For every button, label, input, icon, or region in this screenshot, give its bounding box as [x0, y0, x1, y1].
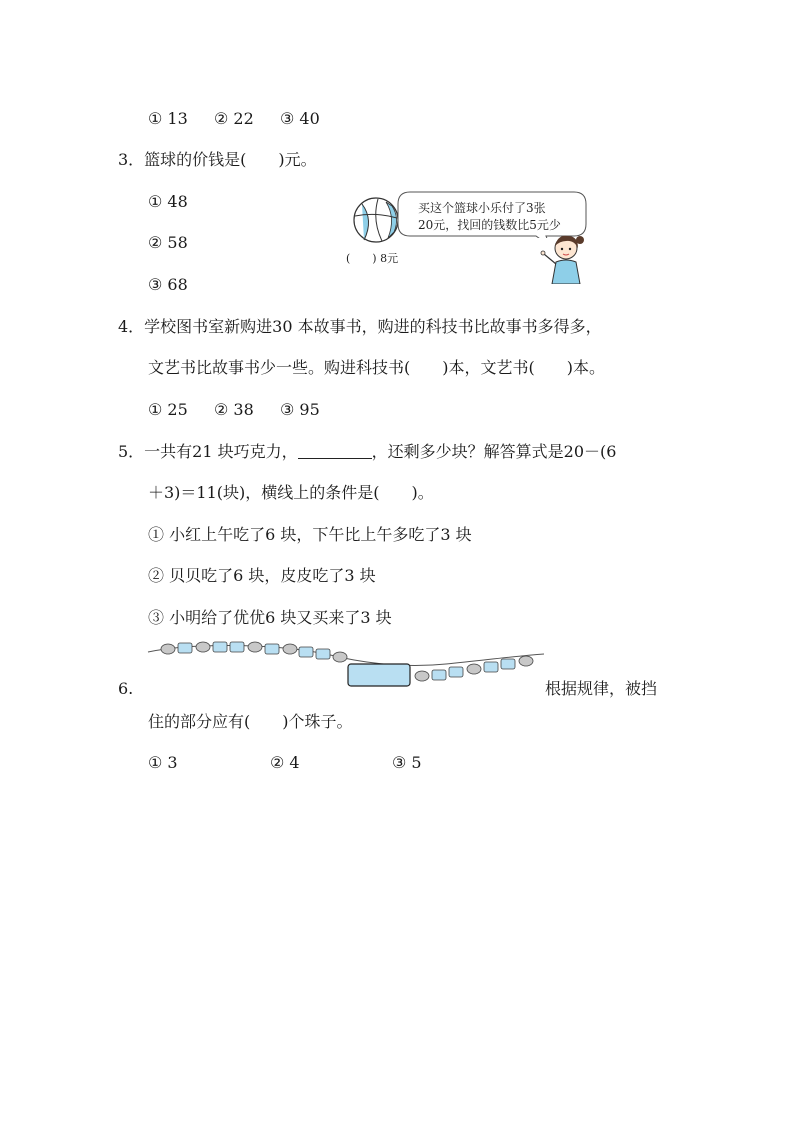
q4-option-1[interactable]: ① 25 [148, 400, 188, 419]
q5-option-3[interactable]: ③ 小明给了优优6 块又买来了3 块 [148, 608, 392, 627]
q4-line-2: 文艺书比故事书少一些。购进科技书( )本，文艺书( )本。 [148, 358, 605, 377]
girl-illustration [536, 232, 592, 284]
q5-line-1 [118, 441, 616, 463]
q5-answer-blank[interactable] [298, 442, 372, 459]
q2-option-3[interactable]: ③ 40 [280, 109, 320, 128]
q5-line-2: ＋3)＝11(块)，横线上的条件是( )。 [148, 483, 434, 502]
q4-line-1: 4．学校图书室新购进30 本故事书，购进的科技书比故事书多得多， [118, 317, 602, 336]
q5-option-2[interactable]: ② 贝贝吃了6 块，皮皮吃了3 块 [148, 566, 376, 585]
q6-line-1: 根据规律，被挡 [545, 679, 658, 698]
q5-line-1-end: ，还剩多少块？解答算式是20－(6 [371, 442, 617, 461]
q6-option-1[interactable]: ① 3 [148, 753, 178, 772]
q4-option-3[interactable]: ③ 95 [280, 400, 320, 419]
q3-option-1[interactable]: ① 48 [148, 192, 188, 211]
q6-line-2: 住的部分应有( )个珠子。 [148, 712, 353, 731]
q6-number: 6. [118, 679, 134, 698]
ball-price-label: ( ) 8元 [346, 252, 399, 265]
q6-option-2[interactable]: ② 4 [270, 753, 300, 772]
bubble-line-2: 20元，找回的钱数比5元少 [418, 218, 561, 232]
bubble-line-1: 买这个篮球小乐付了3张 [418, 201, 546, 215]
q2-option-1[interactable]: ① 13 [148, 109, 188, 128]
q5-line-1-start: 5．一共有21 块巧克力， [118, 442, 298, 461]
bead-string-illustration [146, 636, 546, 692]
q3-stem: 3．篮球的价钱是( )元。 [118, 150, 317, 169]
q2-option-2[interactable]: ② 22 [214, 109, 254, 128]
q5-option-1[interactable]: ① 小红上午吃了6 块，下午比上午多吃了3 块 [148, 525, 472, 544]
bubble-text [418, 200, 588, 234]
q4-option-2[interactable]: ② 38 [214, 400, 254, 419]
q6-option-3[interactable]: ③ 5 [392, 753, 422, 772]
q3-option-3[interactable]: ③ 68 [148, 275, 188, 294]
q3-option-2[interactable]: ② 58 [148, 233, 188, 252]
